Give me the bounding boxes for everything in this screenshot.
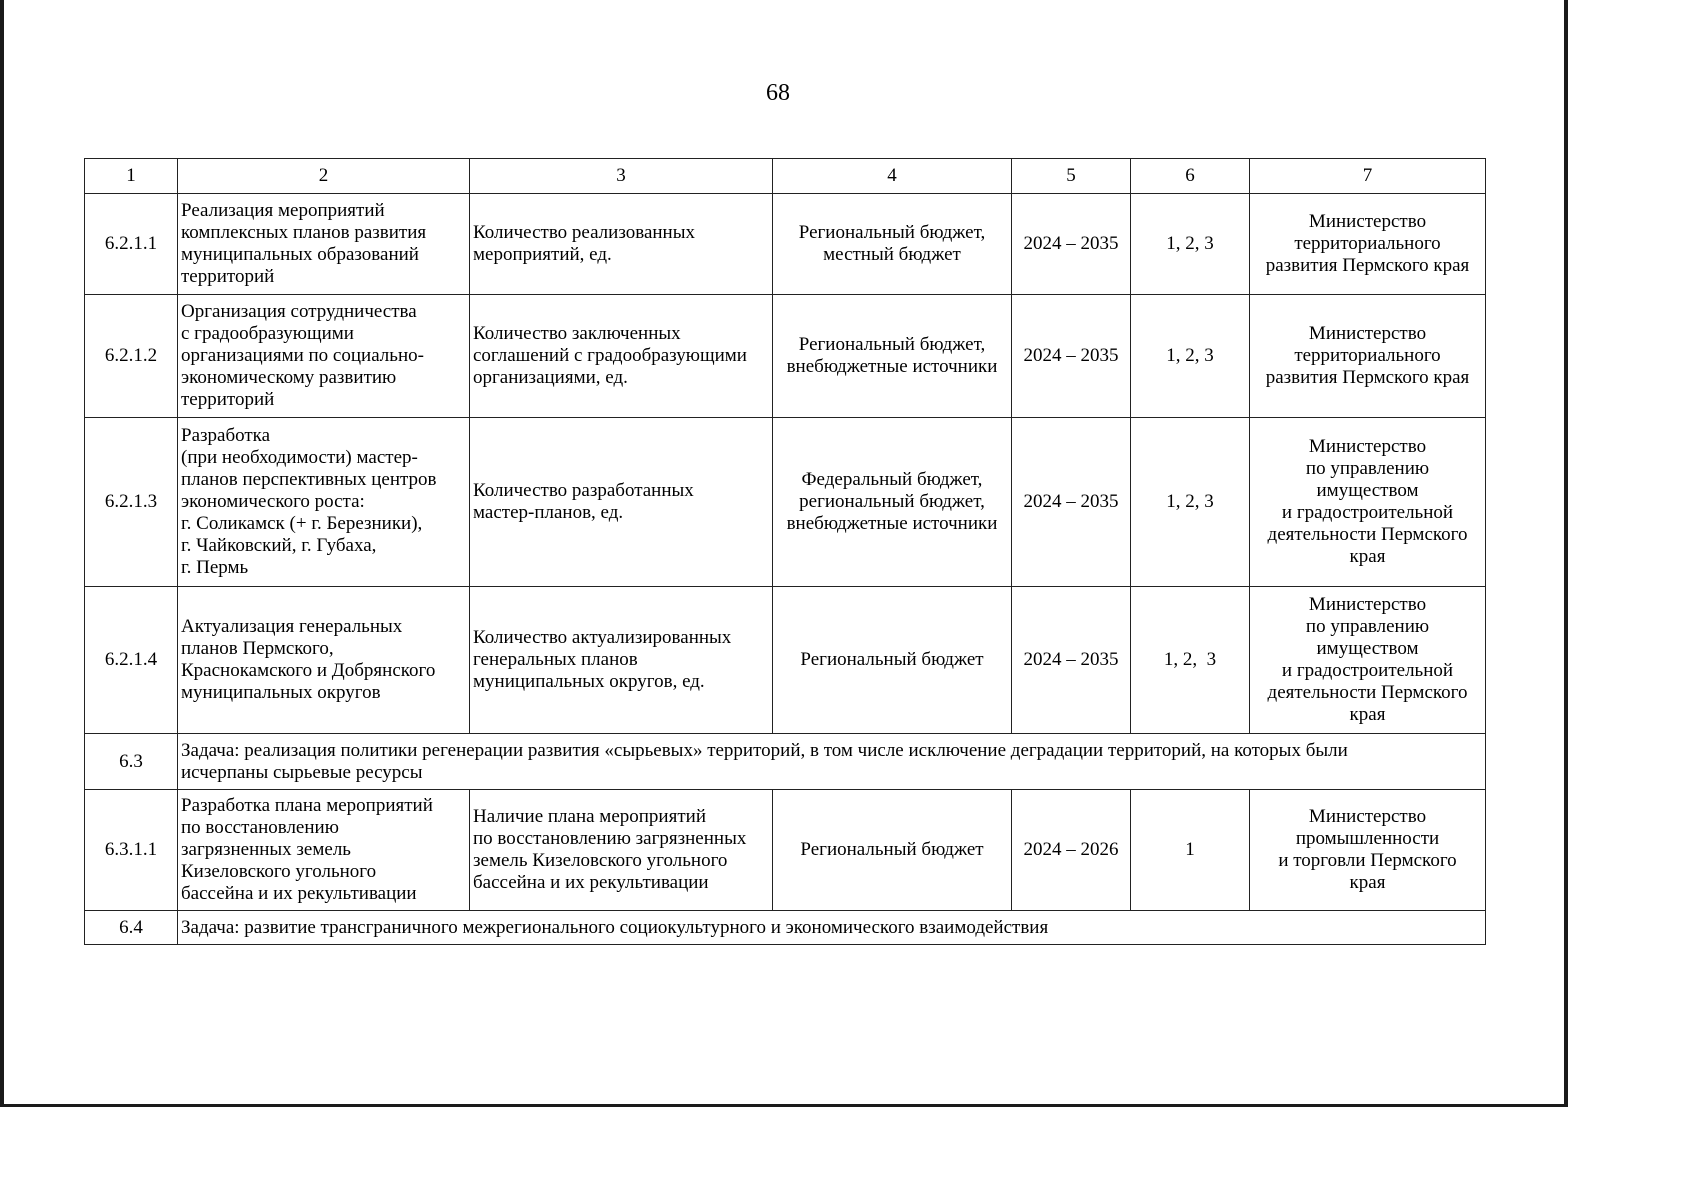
task-id: 6.4 [85,911,178,945]
stages-cell: 1 [1131,790,1250,911]
task-row [85,911,1486,945]
indicator-cell: Количество реализованных мероприятий, ед. [470,194,773,295]
header-cell: 5 [1012,159,1131,194]
row-id: 6.2.1.1 [85,194,178,295]
task-text: Задача: реализация политики регенерации развития «сырьевых» территорий, в том числе исключение деградации территорий, на которых были исчерпаны сырьевые ресурсы [178,734,1486,790]
scan-border-bottom [0,1104,1568,1107]
table-row [85,790,1486,911]
task-id: 6.3 [85,734,178,790]
funding-cell: Региональный бюджет [773,587,1012,734]
program-table [84,158,1486,945]
header-cell: 6 [1131,159,1250,194]
activity-cell: Реализация мероприятий комплексных планов развития муниципальных образований территорий [178,194,470,295]
table-row [85,587,1486,734]
activity-cell: Разработка (при необходимости) мастер- планов перспективных центров экономического роста: г. Соликамск (+ г. Березники), г. Чайковский, г. Губаха, г. Пермь [178,418,470,587]
header-row [85,159,1486,194]
activity-cell: Разработка плана мероприятий по восстановлению загрязненных земель Кизеловского угольного бассейна и их рекультивации [178,790,470,911]
funding-cell: Региональный бюджет [773,790,1012,911]
row-id: 6.2.1.2 [85,295,178,418]
responsible-cell: Министерство по управлению имуществом и градостроительной деятельности Пермского края [1250,587,1486,734]
header-cell: 1 [85,159,178,194]
indicator-cell: Количество заключенных соглашений с градообразующими организациями, ед. [470,295,773,418]
header-cell: 3 [470,159,773,194]
stages-cell: 1, 2, 3 [1131,418,1250,587]
responsible-cell: Министерство по управлению имуществом и градостроительной деятельности Пермского края [1250,418,1486,587]
funding-cell: Региональный бюджет, внебюджетные источники [773,295,1012,418]
page-number: 68 [766,80,790,106]
funding-cell: Федеральный бюджет, региональный бюджет, внебюджетные источники [773,418,1012,587]
scan-border-right [1564,0,1568,1107]
period-cell: 2024 – 2035 [1012,194,1131,295]
stages-cell: 1, 2, 3 [1131,295,1250,418]
funding-cell: Региональный бюджет, местный бюджет [773,194,1012,295]
row-id: 6.2.1.3 [85,418,178,587]
responsible-cell: Министерство промышленности и торговли Пермского края [1250,790,1486,911]
activity-cell: Актуализация генеральных планов Пермского, Краснокамского и Добрянского муниципальных округов [178,587,470,734]
table-row [85,194,1486,295]
row-id: 6.2.1.4 [85,587,178,734]
period-cell: 2024 – 2035 [1012,295,1131,418]
header-cell: 4 [773,159,1012,194]
stages-cell: 1, 2, 3 [1131,194,1250,295]
task-text: Задача: развитие трансграничного межрегионального социокультурного и экономического взаимодействия [178,911,1486,945]
task-row [85,734,1486,790]
header-cell: 7 [1250,159,1486,194]
table-row [85,295,1486,418]
header-cell: 2 [178,159,470,194]
indicator-cell: Количество разработанных мастер-планов, ед. [470,418,773,587]
scan-border-left [0,0,4,1107]
period-cell: 2024 – 2035 [1012,418,1131,587]
activity-cell: Организация сотрудничества с градообразующими организациями по социально- экономическому развитию территорий [178,295,470,418]
row-id: 6.3.1.1 [85,790,178,911]
responsible-cell: Министерство территориального развития Пермского края [1250,194,1486,295]
table-row [85,418,1486,587]
responsible-cell: Министерство территориального развития Пермского края [1250,295,1486,418]
indicator-cell: Наличие плана мероприятий по восстановлению загрязненных земель Кизеловского угольного бассейна и их рекультивации [470,790,773,911]
stages-cell: 1, 2, 3 [1131,587,1250,734]
indicator-cell: Количество актуализированных генеральных планов муниципальных округов, ед. [470,587,773,734]
period-cell: 2024 – 2026 [1012,790,1131,911]
period-cell: 2024 – 2035 [1012,587,1131,734]
